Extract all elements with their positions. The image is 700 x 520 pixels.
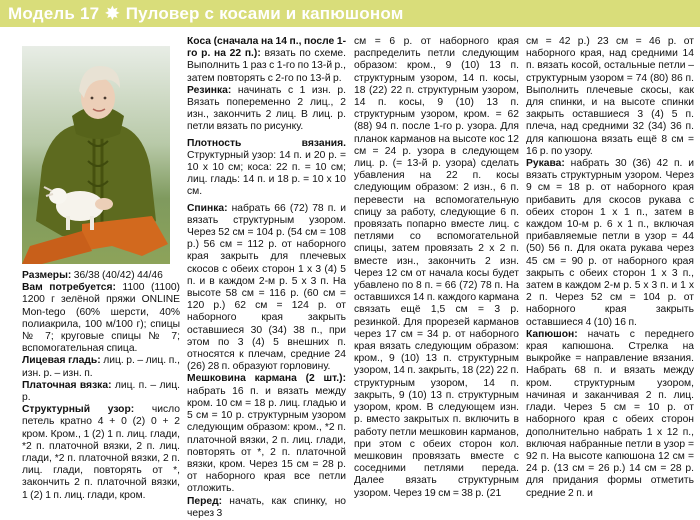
column-materials — [22, 270, 180, 502]
sleeves-paragraph — [526, 158, 694, 329]
photo-woman-with-lamb — [22, 46, 170, 264]
star-icon: ✸ — [105, 4, 120, 23]
pocket-lining-text: набрать 16 п. и вязать между кром. 10 см = 18 р. лиц. гладью и 5 см = 10 р. структурным узором следующим образом: кром., *2 п. платочной вязки, 2 п. лиц. глади, повторять от *, 2 п. платочной вязки, кром. Через 15 см = 28 р. от наборного края все петли отложить. — [187, 385, 346, 495]
column-cable-back — [187, 36, 346, 520]
cable-label: Коса (сначала на 14 п., после 1-го р. на 22 п.): — [187, 36, 346, 60]
front-text: начать, как спинку, но через 3 — [187, 495, 346, 519]
gauge-text: Структурный узор: 14 п. и 20 р. = 10 х 10 см; коса: 22 п. = 10 см; лиц. гладь: 14 п. и 18 р. = 10 х 10 см. — [187, 149, 346, 198]
stockinette-label: Лицевая гладь: — [22, 355, 101, 367]
gauge-paragraph — [187, 138, 346, 199]
sleeves-text: набрать 30 (36) 42 п. и вязать структурным узором. Через 9 см = 18 р. от наборного края прибавить для скосов рукава с обеих сторон 1 х 1 п., затем в каждом 10-м р. 6 х 1 п., включая прибавляемые петли в узор = 44 (50) 56 п. Для окатa рукава через 45 см = 90 р. от наборного края закрыть с обеих сторон 1 х 3 п., затем в каждом 2-м р. 5 х 3 п. и 1 х 2 п. Через 52 см = 104 р. от наборного края закрыть оставшиеся 4 (10) 16 п. — [526, 158, 694, 328]
rib-text: начинать с 1 изн. р. Вязать попеременно 2 лиц., 2 изн., закончить 2 лиц. В лиц. р. петли вязать по рисунку. — [187, 84, 346, 133]
front-end-paragraph: см = 42 р.) 23 см = 46 р. от наборного края, над средними 14 п. вязать косой, остальные петли – структурным узором = 74 (80) 86 п. Выполнить плечевые скосы, как для спинки, и на высоте спинки закрыть оставшиеся 3 (4) 5 п. плеча, над средними 32 (34) 36 п. для капюшона вязать ещё 8 см = 16 р. по узору. — [526, 36, 694, 157]
back-label: Спинка: — [187, 202, 228, 214]
cable-text: вязать по схеме. Выполнить 1 раз с 1-го по 13-й р., затем повторять с 2-го по 13-й р. — [187, 48, 346, 84]
back-paragraph — [187, 203, 346, 374]
front-label: Перед: — [187, 495, 223, 507]
rib-paragraph — [187, 85, 346, 134]
texture-label: Структурный узор: — [22, 404, 135, 416]
column-front — [354, 36, 519, 500]
hood-label: Капюшон: — [526, 328, 578, 340]
photo-illustration — [22, 46, 170, 264]
texture-text: число петель кратно 4 + 0 (2) 0 + 2 кром. Кром., 1 (2) 1 п. лиц. глади, *2 п. платочной вязки, 2 п. лиц. глади, *2 п. платочной вязки, 2 п. лиц. глади, повторять от *, закончить 2 п. платочной вязки, 1 (2) 1 п. лиц. глади, кром. — [22, 404, 180, 501]
sizes-label: Размеры: — [22, 270, 72, 281]
hood-text: начать с переднего края капюшона. Стрелка на выкройке = направление вязания. Набрать 68 п. и вязать между кром. структурным узором, начиная и заканчивая 2 п. лиц. глади. Через 5 см = 10 р. от наборного края с обеих сторон дополнительно набрать 1 х 12 п., включая набранные петли в узор = 92 п. На высоте капюшона 12 см = 24 р. (13 см = 26 р.) 14 см = 28 р. для придания формы отметить средние 2 п. и — [526, 328, 694, 499]
rib-label: Резинка: — [187, 84, 232, 96]
garter-text: лиц. п. – лиц. р. — [22, 379, 180, 404]
back-text: набрать 66 (72) 78 п. и вязать структурным узором. Через 52 см = 104 р. (54 см = 108 р.) 56 см = 112 р. от наборного края закрыть для плечевых скосов с обеих сторон 1 х 3 (4) 5 п. и в каждом 2-м р. 5 х 3 п. На высоте 58 см = 116 р. (60 см = 120 р.) 62 см = 124 р. от наборного края закрыть оставшиеся 30 (34) 38 п., при этом по 3 (4) 5 внешних п. относятся к плечам, средние 24 (26) 28 п. образуют горловину. — [187, 202, 346, 373]
stockinette-paragraph — [22, 355, 180, 379]
front-continued-paragraph: см = 6 р. от наборного края распределить петли следующим образом: кром., 9 (10) 13 п. структурным узором, 14 п. косы, 18 (22) 22 п. структурным узором, 14 п. косы, 9 (10) 13 п. структурным узором, кром. = 62 (88) 94 п. после 1-го р. узора. Для планок карманов на высоте кос 12 см = 24 р. узора в следующем лиц. р. (= 13-й р. узора) сделать убавления на 22 п. косы следующим образом: 2 изн., 6 п. перевести на вспомогательную спицу за работу, следующие 6 п. провязать попарно вместе лиц. с петлями со вспомогательной спицы, затем провязать 2 х 2 п. вместе изн., закончить 2 изн. Через 12 см от начала косы будет убавлено по 8 п. = 66 (72) 78 п. На оставшихся 14 п. каждого кармана связать ещё 1,5 см = 3 р. резинкой. Для прорезей карманов через 17 см = 34 р. от наборного края вязать следующим образом: кром., 9 (10) 13 п. структурным узором, 14 п. закрыть, 18 (22) 22 п. структурным узором, 14 п. закрыть, 9 (10) 13 п. структурным узором, кром. В следующем изн. р. вместо закрытых п. включить в работу петли мешковин карманов, при этом с обеих сторон кол. мешковин провязать вместе с соседними петлями переда. Далее вязать структурным узором. Через 19 см = 38 р. (21 — [354, 36, 519, 499]
hood-paragraph — [526, 329, 694, 500]
materials-text: 1100 (1100) 1200 г зелёной пряжи ONLINE Mon-tego (60% шерсти, 40% полиакрила, 100 м/100 г); спицы № 7; круговые спицы № 7; вспомогательная спица. — [22, 282, 180, 355]
cable-paragraph — [187, 36, 346, 85]
model-number: Модель 17 — [8, 4, 100, 23]
materials-label: Вам потребуется: — [22, 282, 116, 294]
header-title — [8, 4, 403, 24]
pattern-title: Пуловер с косами и капюшоном — [125, 4, 404, 23]
front-paragraph — [187, 496, 346, 520]
materials-paragraph — [22, 282, 180, 355]
sleeves-label: Рукава: — [526, 158, 565, 170]
texture-paragraph — [22, 404, 180, 502]
garter-label: Платочная вязка: — [22, 379, 112, 391]
sizes-paragraph — [22, 270, 180, 282]
page-header — [0, 0, 700, 27]
column-sleeves-hood — [526, 36, 694, 500]
pocket-lining-paragraph — [187, 373, 346, 495]
garter-paragraph — [22, 380, 180, 404]
sizes-text: 36/38 (40/42) 44/46 — [71, 270, 163, 281]
gauge-label: Плотность вязания. — [187, 137, 346, 149]
pocket-lining-label: Мешковина кармана (2 шт.): — [187, 373, 346, 385]
stockinette-text: лиц. р. – лиц. п., изн. р. – изн. п. — [22, 355, 180, 379]
